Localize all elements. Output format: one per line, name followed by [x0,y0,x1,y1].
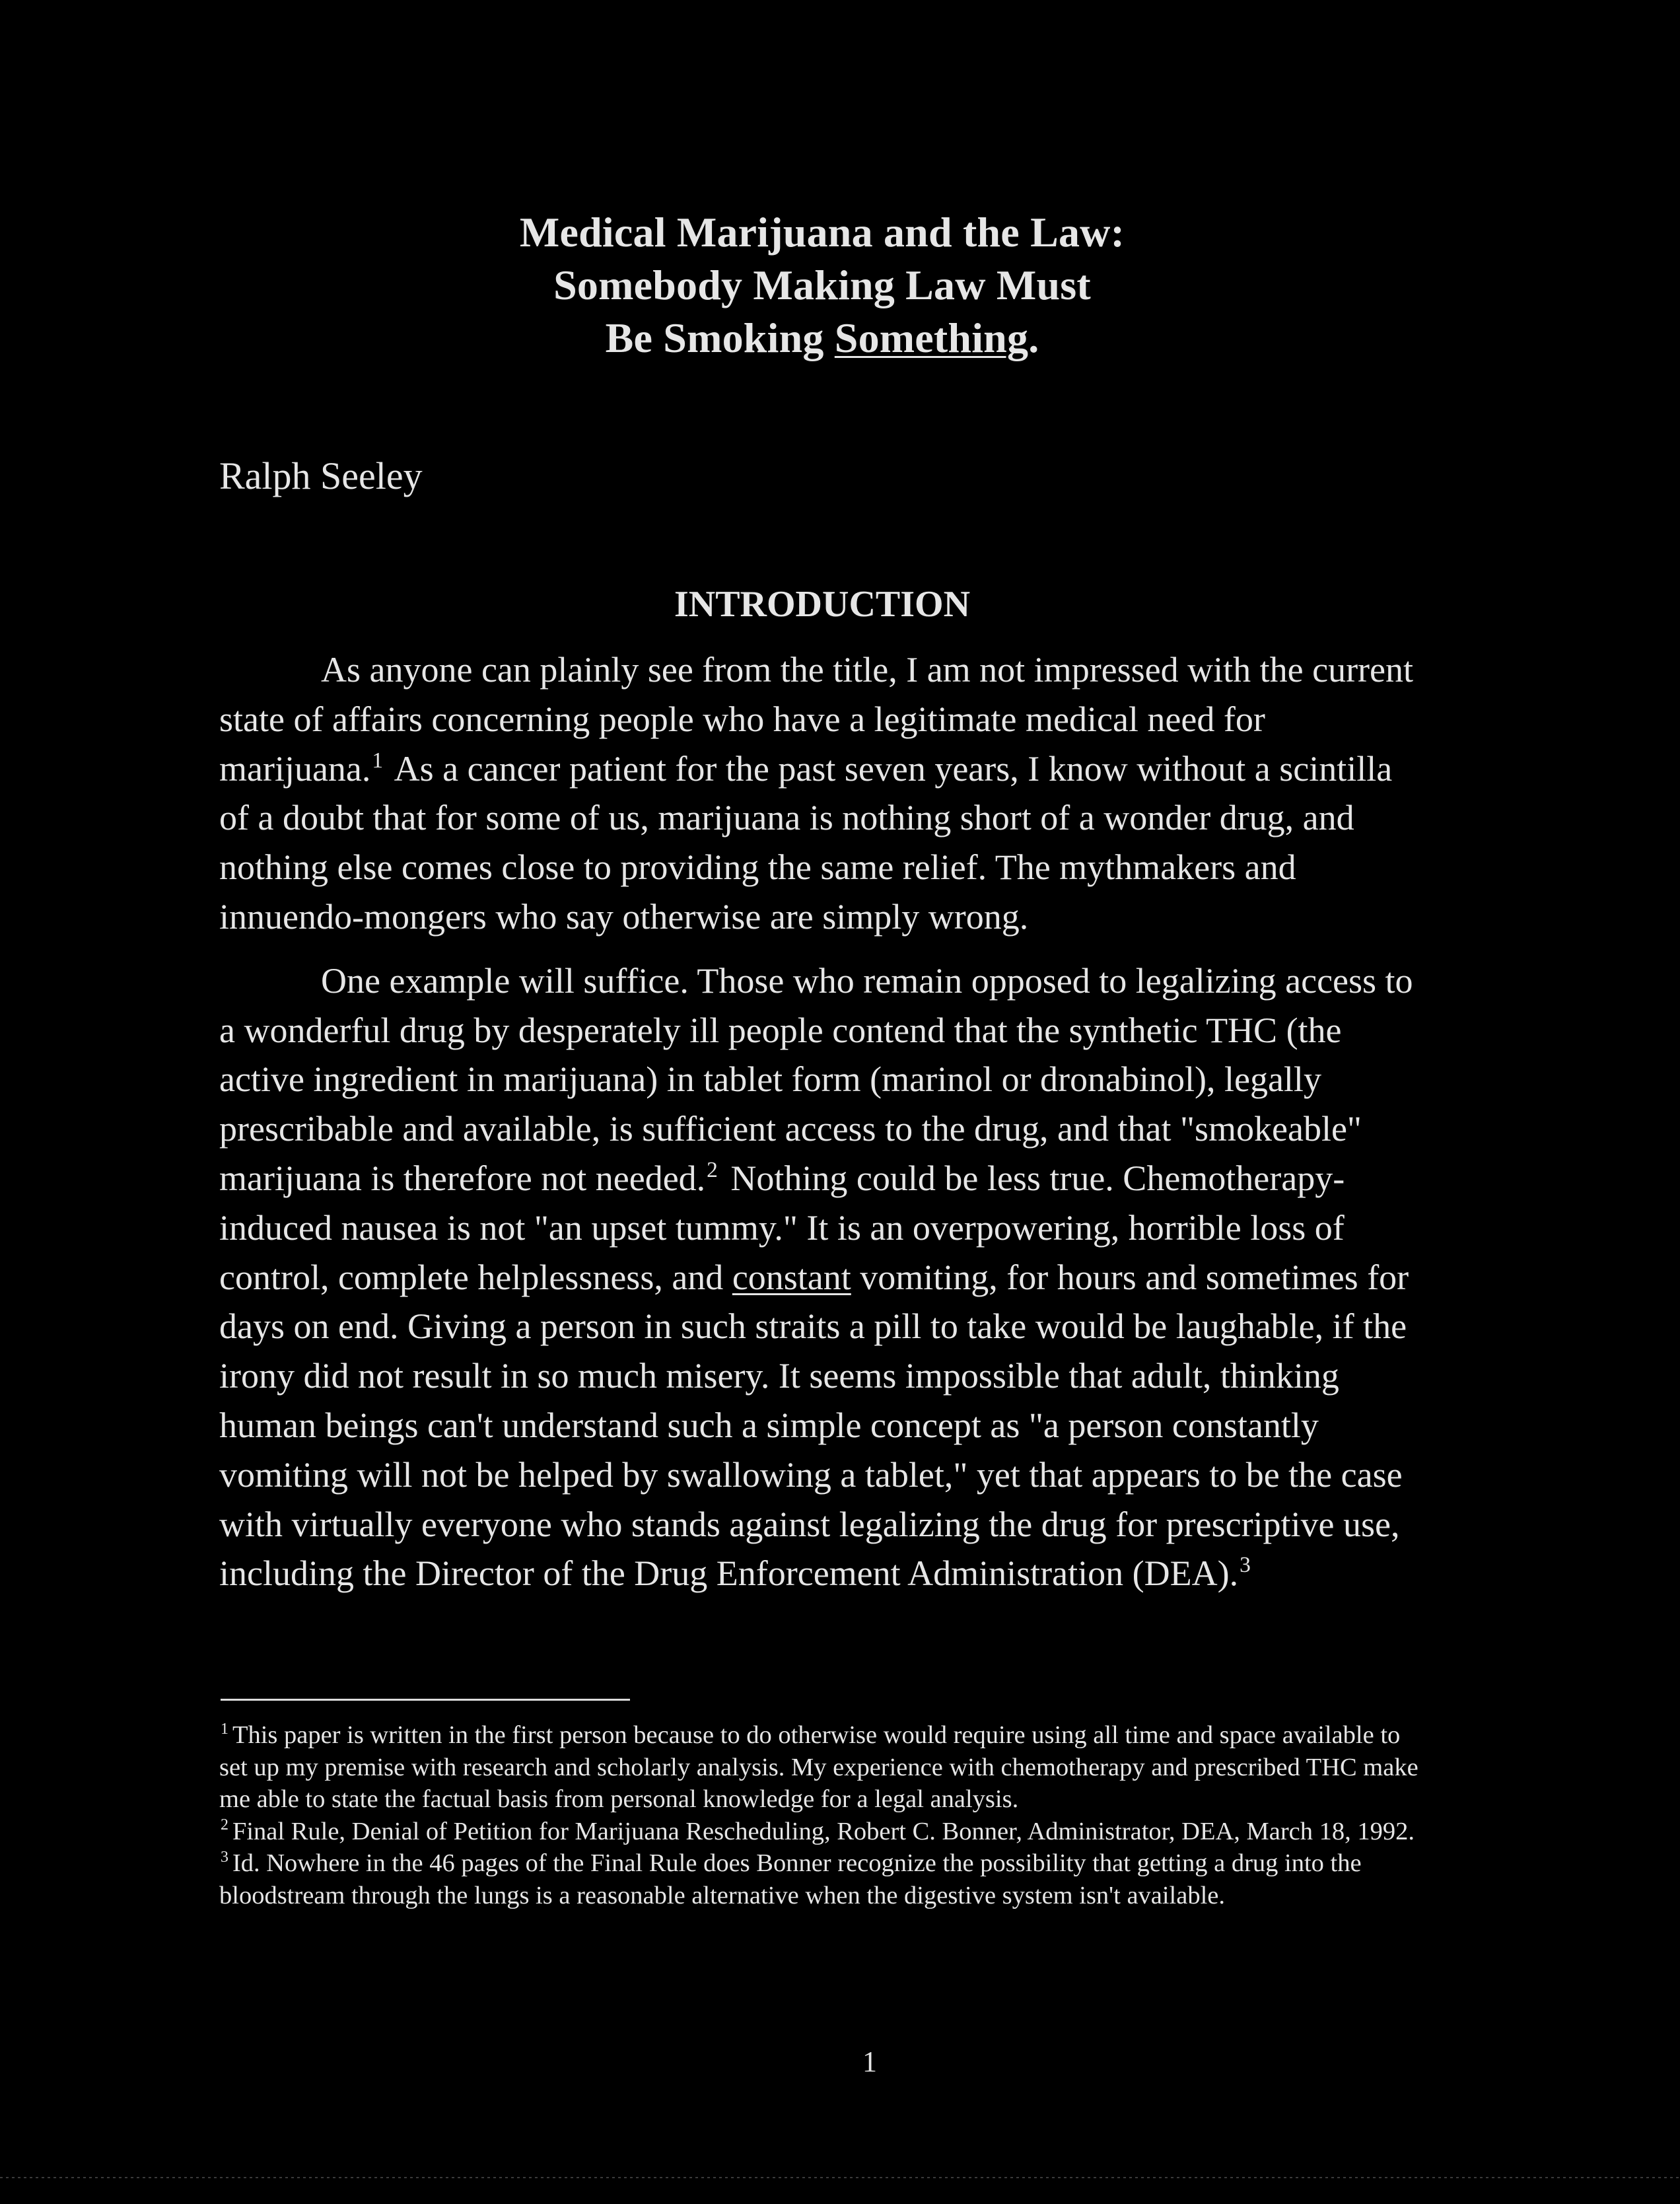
footnote-2 [219,1816,1428,1848]
footnote-separator [221,1699,630,1701]
title-underlined-word: Something [834,314,1029,361]
title-line-3-suffix: . [1028,314,1039,361]
footnote-2-text: Final Rule, Denial of Petition for Marijuana Rescheduling, Robert C. Bonner, Administrator, DEA, March 18, 1992. [232,1817,1415,1845]
paragraph-2-text-c: vomiting, for hours and sometimes for days on end. Giving a person in such straits a pill to take would be laughable, if the irony did not result in so much misery. It seems impossible that adult, thinking human beings can't understand such a simple concept as "a person constantly vomiting will not be helped by swallowing a tablet," yet that appears to be the case with virtually everyone who stands against legalizing the drug for prescriptive use, including the Director of the Drug Enforcement Administration (DEA). [219,1257,1409,1594]
paragraph-2 [219,956,1421,1598]
scan-edge-divider [0,2177,1680,2178]
footnote-2-number: 2 [221,1816,228,1834]
footnote-ref-1: 1 [372,748,384,773]
paragraph-1-text-b: As a cancer patient for the past seven years, I know without a scintilla of a doubt that for some of us, marijuana is nothing short of a wonder drug, and nothing else comes close to providing the same relief. The mythmakers and innuendo-mongers who say otherwise are simply wrong. [219,748,1393,937]
title-line-2: Somebody Making Law Must [553,262,1091,308]
section-heading: INTRODUCTION [674,584,971,625]
footnote-ref-3: 3 [1240,1553,1251,1578]
footnote-1-text: This paper is written in the first person because to do otherwise would require using all time and space available to set up my premise with research and scholarly analysis. My experience with chemotherapy and prescribed THC make me able to state the factual basis from personal knowledge for a legal analysis. [219,1721,1418,1814]
title-line-1: Medical Marijuana and the Law: [519,209,1125,256]
title-line-3 [0,312,1644,365]
title-line-3-prefix: Be Smoking [605,314,835,361]
footnote-3-text: Id. Nowhere in the 46 pages of the Final Rule does Bonner recognize the possibility that getting a drug into the bloodstream through the lungs is a reasonable alternative when the digestive system isn't available. [219,1849,1362,1909]
paragraph-2-text-a: One example will suffice. Those who remain opposed to legalizing access to a wonderful drug by desperately ill people contend that the synthetic THC (the active ingredient in marijuana) in tablet form (marinol or dronabinol), legally prescribable and available, is sufficient access to the drug, and that "smokeable" marijuana is therefore not needed. [219,960,1413,1198]
document-title [0,206,1644,365]
footnote-3-number: 3 [221,1849,228,1866]
author-name: Ralph Seeley [219,454,423,497]
paragraph-2-text-b: Nothing could be less true. Chemotherapy-induced nausea is not "an upset tummy." It is an overpowering, horrible loss of control, complete helplessness, and [219,1158,1345,1297]
page-number: 1 [862,2045,877,2078]
body-text [219,645,1421,1598]
paragraph-1-text-a: As anyone can plainly see from the title, I am not impressed with the current state of affairs concerning people who have a legitimate medical need for marijuana. [219,650,1414,789]
footnotes [219,1719,1428,1912]
underlined-word-constant: constant [732,1257,851,1297]
footnote-1-number: 1 [221,1720,228,1738]
paragraph-1 [219,645,1421,942]
footnote-1 [219,1719,1428,1816]
footnote-ref-2: 2 [707,1157,718,1182]
footnote-3 [219,1847,1428,1911]
